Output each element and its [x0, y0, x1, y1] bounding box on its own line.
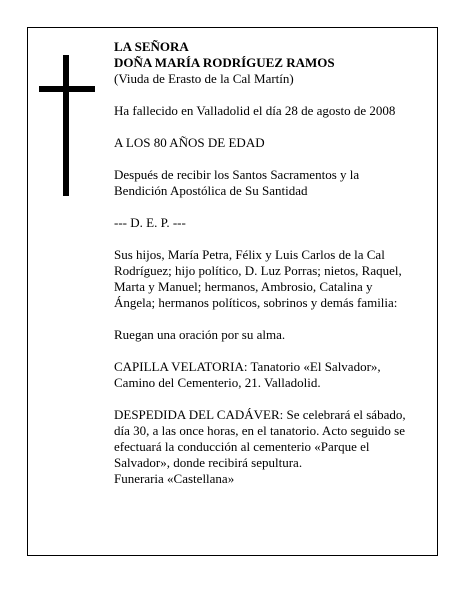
title-line: LA SEÑORA	[114, 39, 189, 54]
chapel-info: CAPILLA VELATORIA: Tanatorio «El Salvador», Camino del Cementerio, 21. Valladolid.	[114, 359, 381, 390]
deceased-name: DOÑA MARÍA RODRÍGUEZ RAMOS	[114, 55, 335, 70]
rip-line: --- D. E. P. ---	[114, 215, 186, 230]
family-list: Sus hijos, María Petra, Félix y Luis Carlos de la Cal Rodríguez; hijo político, D. Luz Porras; nietos, Raquel, Marta y Manuel; hermanos, Ambrosio, Catalina y Ángela; hermanos políticos, sobrinos y demás familia:	[114, 247, 402, 310]
death-notice: Ha fallecido en Valladolid el día 28 de agosto de 2008	[114, 103, 396, 118]
deceased-header	[114, 39, 414, 87]
farewell-info	[114, 407, 414, 487]
funeral-home: Funeraria «Castellana»	[114, 471, 235, 486]
cross-horizontal-bar	[39, 86, 95, 92]
age-notice: A LOS 80 AÑOS DE EDAD	[114, 135, 265, 150]
cross-vertical-bar	[63, 55, 69, 196]
obituary-text	[114, 39, 414, 487]
farewell-text: DESPEDIDA DEL CADÁVER: Se celebrará el sábado, día 30, a las once horas, en el tanatorio. Acto seguido se efectuará la conducción al cementerio «Parque el Salvador», donde recibirá sepultura.	[114, 407, 406, 470]
prayer-request: Ruegan una oración por su alma.	[114, 327, 286, 342]
widow-note: (Viuda de Erasto de la Cal Martín)	[114, 71, 294, 86]
sacraments-notice: Después de recibir los Santos Sacramentos y la Bendición Apostólica de Su Santidad	[114, 167, 360, 198]
